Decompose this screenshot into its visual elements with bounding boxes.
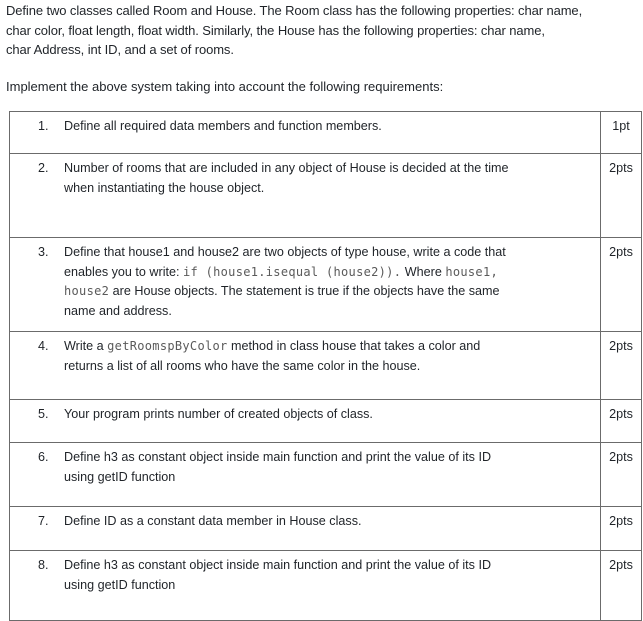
item-number: 6. — [38, 450, 49, 464]
item-text-line — [64, 337, 572, 357]
points-cell: 2pts — [601, 507, 642, 551]
intro-line-3: char Address, int ID, and a set of rooms. — [6, 42, 234, 57]
item-text-line: Number of rooms that are included in any object of House is decided at the time — [64, 161, 509, 175]
text-fragment: Where — [401, 264, 446, 279]
text-fragment: are House objects. The statement is true if the objects have the same — [109, 284, 500, 298]
requirement-cell — [10, 332, 601, 400]
item-number: 1. — [38, 119, 49, 133]
table-row — [10, 507, 642, 551]
table-row — [10, 238, 642, 332]
item-text-line: returns a list of all rooms who have the same color in the house. — [64, 358, 421, 373]
item-text — [64, 448, 572, 487]
item-text-line: Define h3 as constant object inside main function and print the value of its ID — [64, 558, 492, 572]
points-cell: 2pts — [601, 551, 642, 621]
item-text-line: when instantiating the house object. — [64, 180, 265, 195]
item-number: 4. — [38, 339, 49, 353]
points-cell: 1pt — [601, 112, 642, 154]
item-number: 8. — [38, 558, 49, 572]
problem-statement — [6, 1, 643, 60]
item-text-line: name and address. — [64, 303, 172, 318]
intro-line-1: Define two classes called Room and House. The Room class has the following properties: char name, — [6, 3, 583, 18]
item-text-line: using getID function — [64, 469, 176, 484]
item-text: Your program prints number of created objects of class. — [64, 407, 373, 421]
item-text-line: Define h3 as constant object inside main function and print the value of its ID — [64, 450, 492, 464]
item-number: 2. — [38, 161, 49, 175]
points-cell: 2pts — [601, 332, 642, 400]
item-number: 3. — [38, 245, 49, 259]
table-row — [10, 332, 642, 400]
requirement-cell — [10, 400, 601, 443]
points-cell: 2pts — [601, 400, 642, 443]
requirement-cell — [10, 443, 601, 507]
item-text: Define ID as a constant data member in House class. — [64, 514, 362, 528]
table-row — [10, 400, 642, 443]
requirements-heading: Implement the above system taking into account the following requirements: — [6, 79, 444, 94]
code-snippet: house1, — [445, 264, 499, 279]
code-snippet: house2 — [64, 284, 110, 298]
item-text-line — [64, 263, 572, 283]
points-cell: 2pts — [601, 154, 642, 238]
item-text-line: using getID function — [64, 577, 176, 592]
table-row — [10, 551, 642, 621]
item-number: 7. — [38, 514, 49, 528]
item-text — [64, 159, 572, 198]
text-fragment: method in class house that takes a color and — [227, 339, 481, 353]
table-row — [10, 154, 642, 238]
points-cell: 2pts — [601, 443, 642, 507]
code-snippet: if (house1.isequal (house2)). — [183, 264, 402, 279]
item-text: Define all required data members and function members. — [64, 119, 382, 133]
text-fragment: Write a — [64, 339, 108, 353]
requirement-cell — [10, 238, 601, 332]
requirements-table — [9, 111, 642, 621]
requirement-cell — [10, 551, 601, 621]
intro-line-2: char color, float length, float width. Similarly, the House has the following properties: char name, — [6, 22, 545, 38]
item-number: 5. — [38, 407, 49, 421]
text-fragment: enables you to write: — [64, 264, 184, 279]
code-snippet: getRoomspByColor — [107, 339, 228, 353]
requirement-cell — [10, 507, 601, 551]
table-row — [10, 443, 642, 507]
requirement-cell — [10, 112, 601, 154]
requirement-cell — [10, 154, 601, 238]
item-text — [64, 556, 572, 595]
item-text-line — [64, 282, 572, 302]
item-text — [64, 243, 572, 321]
item-text-line: Define that house1 and house2 are two objects of type house, write a code that — [64, 245, 506, 259]
points-cell: 2pts — [601, 238, 642, 332]
table-row — [10, 112, 642, 154]
item-text — [64, 337, 572, 376]
